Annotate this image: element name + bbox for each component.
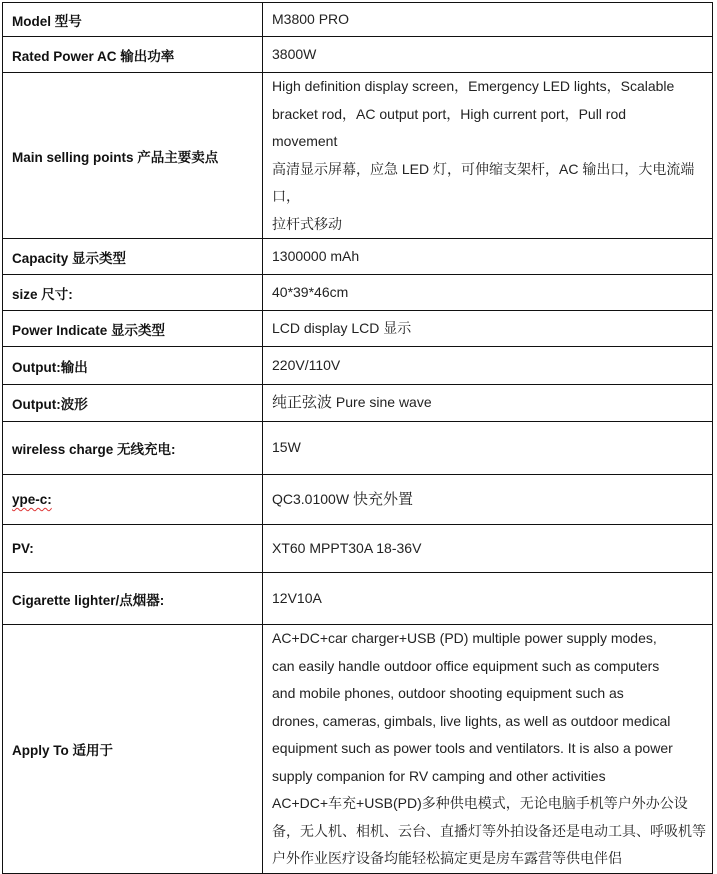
value-apply-to (263, 625, 713, 874)
key-size: size 尺寸: (3, 275, 263, 311)
value-wireless-charge: 15W (263, 422, 713, 475)
selling-points-line (272, 73, 712, 101)
value-cigarette-lighter: 12V10A (263, 573, 713, 625)
value-power-indicate: LCD display LCD 显示 (263, 311, 713, 347)
value-size: 40*39*46cm (263, 275, 713, 311)
selling-points-line: 拉杆式移动 (272, 215, 342, 232)
key-rated-power: Rated Power AC 输出功率 (3, 37, 263, 73)
key-model: Model 型号 (3, 3, 263, 37)
key-selling-points: Main selling points 产品主要卖点 (3, 73, 263, 239)
row-apply-to (3, 625, 713, 874)
value-model: M3800 PRO (263, 3, 713, 37)
apply-to-line: 户外作业医疗设备均能轻松搞定更是房车露营等供电伴侣 (272, 850, 622, 867)
key-pv: PV: (3, 525, 263, 573)
value-waveform (263, 385, 713, 422)
key-power-indicate: Power Indicate 显示类型 (3, 311, 263, 347)
row-pv (3, 525, 713, 573)
key-cigarette-lighter: Cigarette lighter/点烟器: (3, 573, 263, 625)
key-apply-to: Apply To 适用于 (3, 625, 263, 874)
row-type-c (3, 475, 713, 525)
apply-to-line: AC+DC+car charger+USB (PD) multiple power supply modes, (272, 630, 657, 647)
value-capacity: 1300000 mAh (263, 239, 713, 275)
row-cigarette-lighter (3, 573, 713, 625)
selling-points-line: bracket rod，AC output port，High current port，Pull rod (272, 105, 627, 122)
row-power-indicate (3, 311, 713, 347)
selling-points-line: 高清显示屏幕，应急 LED 灯，可伸缩支架杆，AC 输出口，大电流端口， (272, 160, 695, 204)
row-output (3, 347, 713, 385)
selling-points-line: movement (272, 133, 338, 149)
apply-to-line: and mobile phones, outdoor shooting equipment such as (272, 685, 624, 702)
type-c-cn: 快充外置 (352, 489, 413, 508)
key-capacity: Capacity 显示类型 (3, 239, 263, 275)
value-pv: XT60 MPPT30A 18-36V (263, 525, 713, 573)
spec-table (2, 2, 713, 874)
row-waveform (3, 385, 713, 422)
apply-to-line: drones, cameras, gimbals, live lights, as well as outdoor medical (272, 712, 671, 729)
key-output: Output:输出 (3, 347, 263, 385)
apply-to-line: supply companion for RV camping and other activities (272, 767, 606, 784)
row-size (3, 275, 713, 311)
key-wireless-charge: wireless charge 无线充电: (3, 422, 263, 475)
type-c-label: ype-c: (12, 492, 52, 507)
type-c-en: QC3.0100W (272, 490, 350, 507)
selling-points-text: High definition display screen，Emergency LED lights，Scalable (272, 78, 675, 94)
row-rated-power (3, 37, 713, 73)
key-type-c (3, 475, 263, 525)
row-model (3, 3, 713, 37)
row-selling-points (3, 73, 713, 239)
row-capacity (3, 239, 713, 275)
apply-to-line: 备，无人机、相机、云台、直播灯等外拍设备还是电动工具、呼吸机等 (272, 822, 706, 839)
key-waveform: Output:波形 (3, 385, 263, 422)
apply-to-line: equipment such as power tools and ventilators. It is also a power (272, 740, 673, 757)
value-output: 220V/110V (263, 347, 713, 385)
waveform-en: Pure sine wave (335, 394, 432, 411)
waveform-cn: 纯正弦波 (272, 393, 333, 412)
value-selling-points (263, 73, 713, 239)
value-type-c (263, 475, 713, 525)
apply-to-line: can easily handle outdoor office equipment such as computers (272, 657, 660, 674)
apply-to-line: AC+DC+车充+USB(PD)多种供电模式，无论电脑手机等户外办公设 (272, 795, 688, 812)
value-rated-power: 3800W (263, 37, 713, 73)
row-wireless-charge (3, 422, 713, 475)
